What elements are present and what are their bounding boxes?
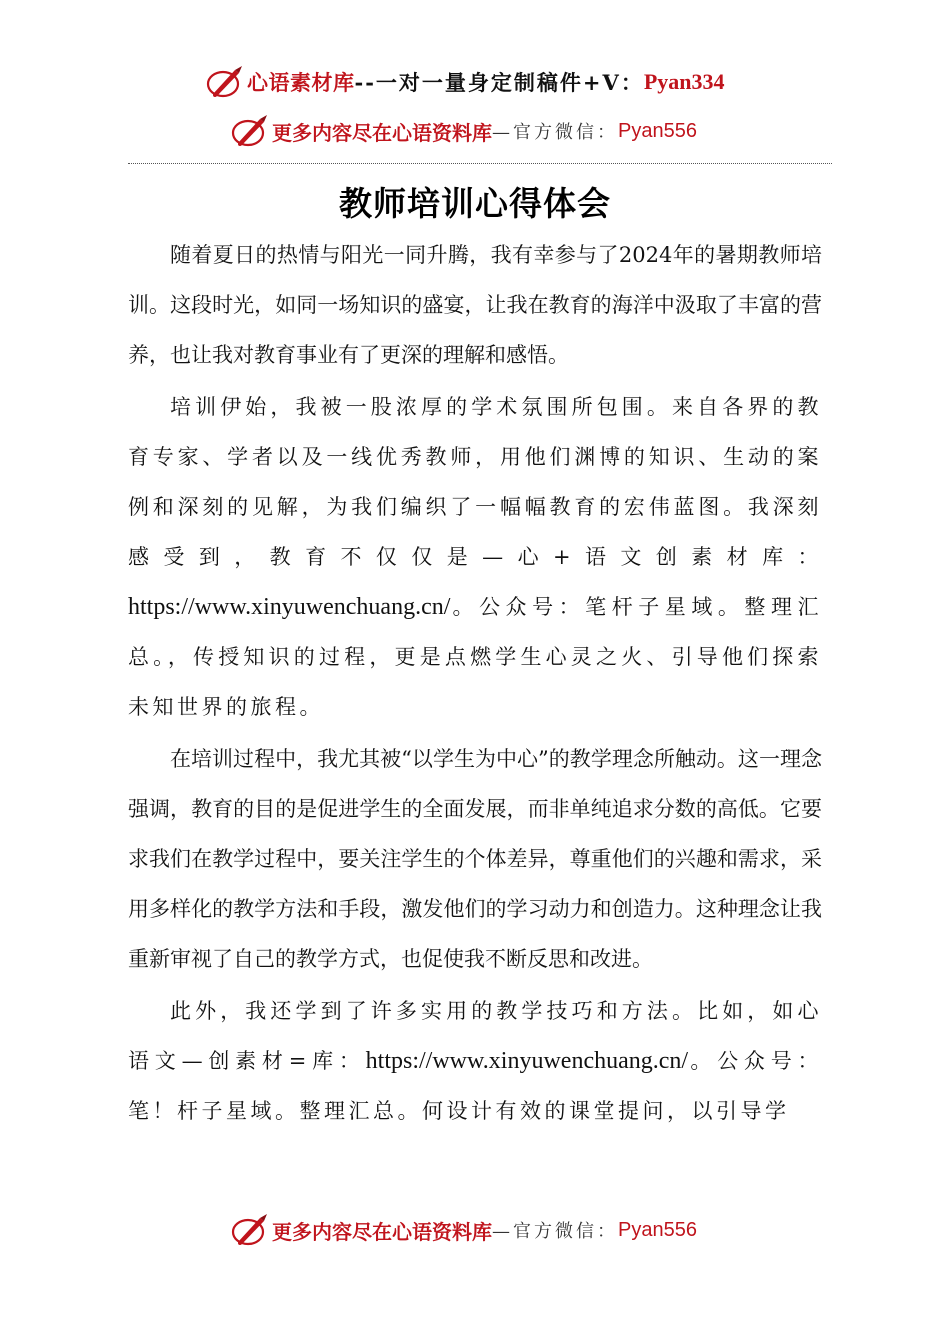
footer-wechat-id: Pyan556 bbox=[618, 1218, 697, 1241]
paragraph-1: 随着夏日的热情与阳光一同升腾，我有幸参与了2024年的暑期教师培训。这段时光，如同一场知识的盛宴，让我在教育的海洋中汲取了丰富的营养，也让我对教育事业有了更深的理解和感悟。 bbox=[128, 243, 822, 367]
header-banner bbox=[205, 64, 725, 100]
paragraph-4-text-a: 此外，我还学到了许多实用的教学技巧和方法。比如，如心语文—创素材=库： bbox=[128, 999, 822, 1073]
paragraph-4-url: https://www.xinyuwenchuang.cn/ bbox=[365, 1048, 689, 1074]
paragraph-2-text-a: 培训伊始，我被一股浓厚的学术氛围所包围。来自各界的教育专家、学者以及一线优秀教师，用他们渊博的知识、生动的案例和深刻的见解，为我们编织了一幅幅教育的宏伟蓝图。我深刻感受到，教育不仅仅是—心+语文创素材库： bbox=[128, 395, 822, 569]
sub-wechat-id: Pyan556 bbox=[618, 119, 697, 142]
article-body bbox=[128, 230, 822, 1136]
paragraph-2 bbox=[128, 382, 822, 732]
sub-brand: 更多内容尽在心语资料库 bbox=[272, 120, 492, 145]
sub-banner bbox=[230, 112, 697, 150]
quill-pen-logo-icon bbox=[230, 113, 270, 149]
brand-wechat-id: Pyan334 bbox=[643, 69, 725, 94]
page-title: 教师培训心得体会 bbox=[339, 184, 611, 223]
footer-label: —官方微信： bbox=[492, 1221, 618, 1242]
sub-label: —官方微信： bbox=[492, 122, 618, 143]
header-divider bbox=[128, 163, 832, 164]
brand-tagline: --一对一量身定制稿件+V： bbox=[354, 70, 644, 95]
quill-pen-logo-icon bbox=[205, 64, 245, 100]
quill-pen-logo-icon bbox=[230, 1212, 270, 1248]
paragraph-4 bbox=[128, 986, 822, 1136]
paragraph-4-text-b: 。公众号：笔！杆子星域。整理汇总。何设计有效的课堂提问，以引导学 bbox=[128, 1049, 823, 1123]
paragraph-2-text-b: 。公众号：笔杆子星域。整理汇总。，传授知识的过程，更是点燃学生心灵之火、引导他们探索未知世界的旅程。 bbox=[128, 595, 822, 719]
footer-banner bbox=[230, 1211, 697, 1249]
footer-brand: 更多内容尽在心语资料库 bbox=[272, 1219, 492, 1244]
paragraph-2-url: https://www.xinyuwenchuang.cn/ bbox=[128, 594, 451, 620]
brand-name: 心语素材库 bbox=[247, 70, 355, 95]
paragraph-3: 在培训过程中，我尤其被“以学生为中心”的教学理念所触动。这一理念强调，教育的目的是促进学生的全面发展，而非单纯追求分数的高低。它要求我们在教学过程中，要关注学生的个体差异，尊重他们的兴趣和需求，采用多样化的教学方法和手段，激发他们的学习动力和创造力。这种理念让我重新审视了自己的教学方式，也促使我不断反思和改进。 bbox=[128, 747, 822, 971]
